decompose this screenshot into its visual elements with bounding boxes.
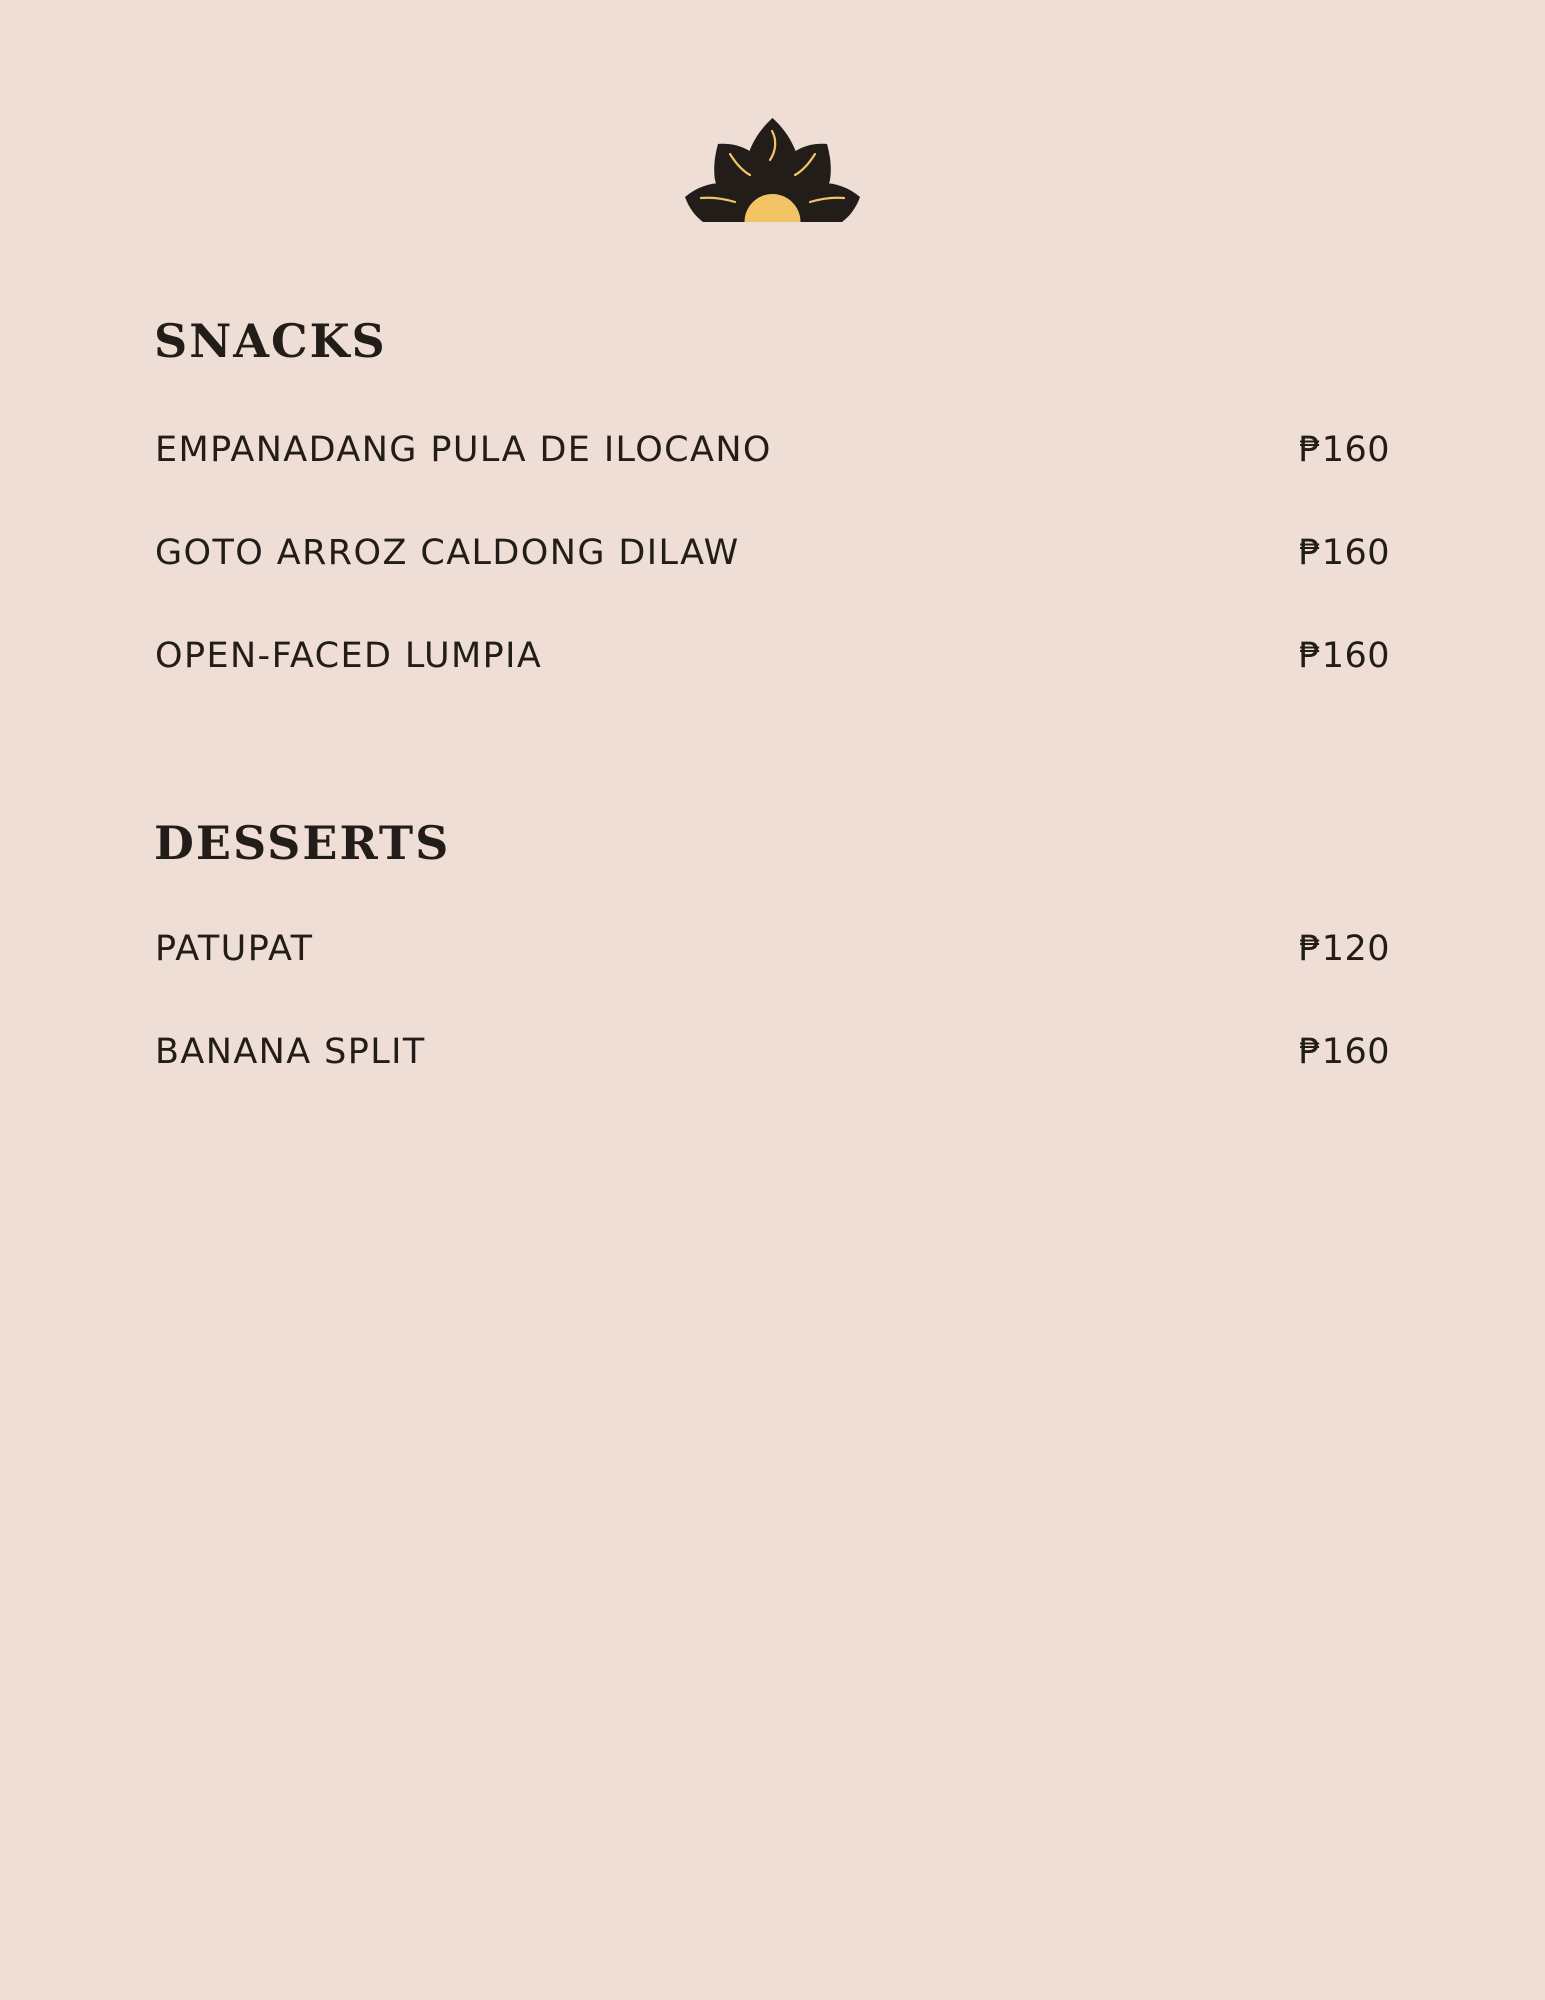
section-title-desserts: DESSERTS bbox=[154, 816, 451, 870]
menu-item-name: BANANA SPLIT bbox=[155, 1032, 426, 1072]
lotus-sun-icon bbox=[685, 118, 860, 224]
menu-item bbox=[155, 425, 1390, 475]
menu-item-price: ₱160 bbox=[1298, 636, 1390, 676]
section-title-snacks: SNACKS bbox=[154, 314, 387, 368]
menu-item bbox=[155, 631, 1390, 681]
menu-item-price: ₱160 bbox=[1298, 533, 1390, 573]
menu-item-name: GOTO ARROZ CALDONG DILAW bbox=[155, 533, 740, 573]
menu-item bbox=[155, 924, 1390, 974]
menu-item bbox=[155, 528, 1390, 578]
menu-item-price: ₱160 bbox=[1298, 1032, 1390, 1072]
menu-item bbox=[155, 1027, 1390, 1077]
menu-item-price: ₱160 bbox=[1298, 430, 1390, 470]
menu-item-name: EMPANADANG PULA DE ILOCANO bbox=[155, 430, 772, 470]
menu-item-name: PATUPAT bbox=[155, 929, 314, 969]
menu-item-name: OPEN-FACED LUMPIA bbox=[155, 636, 543, 676]
menu-item-price: ₱120 bbox=[1298, 929, 1390, 969]
